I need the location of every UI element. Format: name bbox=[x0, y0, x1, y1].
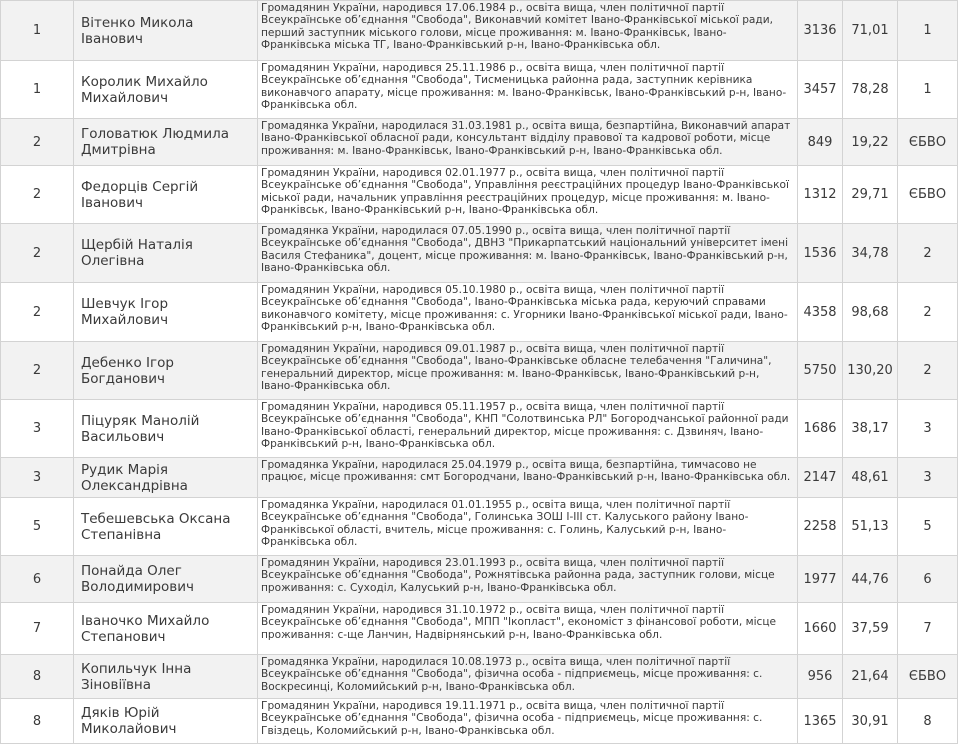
elected-district: 1 bbox=[898, 61, 958, 119]
candidate-bio: Громадянка України, народилася 10.08.1973 р., освіта вища, член політичної партії Всеукраїнське об’єднання "Свобода", фізична особа - підприємець, місце проживання: с. Воскресинці, Коломийський р-н, Івано-Франківська обл. bbox=[258, 655, 798, 699]
candidate-bio: Громадянин України, народився 17.06.1984 р., освіта вища, член політичної партії Всеукраїнське об’єднання "Свобода", Виконавчий комітет Івано-Франківської міської ради, перший заступник міського голови, місце проживання: м. Івано-Франківськ, Івано-Франківська міська ТГ, Івано-Франківський р-н, Івано-Франківська обл. bbox=[258, 1, 798, 61]
candidate-bio: Громадянин України, народився 23.01.1993 р., освіта вища, член політичної партії Всеукраїнське об’єднання "Свобода", Рожнятівська районна рада, заступник голови, місце проживання: с. Суходіл, Калуський р-н, Івано-Франківська обл. bbox=[258, 556, 798, 603]
votes-count: 2258 bbox=[798, 498, 843, 556]
votes-percent: 30,91 bbox=[843, 699, 898, 744]
district-number: 7 bbox=[1, 603, 74, 655]
elected-district: 3 bbox=[898, 400, 958, 458]
elected-district: ЄБВО bbox=[898, 655, 958, 699]
table-row bbox=[1, 458, 958, 498]
candidate-bio: Громадянин України, народився 02.01.1977 р., освіта вища, член політичної партії Всеукраїнське об’єднання "Свобода", Управління реєстраційних процедур Івано-Франківської міської ради, начальник управління реєстраційних процедур, місце проживання: м. Івано-Франківськ, Івано-Франківський р-н, Івано-Франківська обл. bbox=[258, 166, 798, 224]
elected-district: 2 bbox=[898, 224, 958, 283]
votes-percent: 38,17 bbox=[843, 400, 898, 458]
candidate-bio: Громадянка України, народилася 31.03.1981 р., освіта вища, безпартійна, Виконавчий апарат Івано-Франківської обласної ради, консультант відділу правової та кадрової роботи, місце проживання: м. Івано-Франківськ, Івано-Франківський р-н, Івано-Франківська обл. bbox=[258, 119, 798, 166]
elected-district: 2 bbox=[898, 342, 958, 400]
table-row bbox=[1, 655, 958, 699]
table-row bbox=[1, 166, 958, 224]
candidate-name: Вітенко Микола Іванович bbox=[74, 1, 258, 61]
candidate-name: Шевчук Ігор Михайлович bbox=[74, 283, 258, 342]
candidate-bio: Громадянка України, народилася 25.04.1979 р., освіта вища, безпартійна, тимчасово не працює, місце проживання: смт Богородчани, Івано-Франківський р-н, Івано-Франківська обл. bbox=[258, 458, 798, 498]
district-number: 8 bbox=[1, 699, 74, 744]
table-row bbox=[1, 61, 958, 119]
table-row bbox=[1, 119, 958, 166]
district-number: 3 bbox=[1, 458, 74, 498]
table-row bbox=[1, 699, 958, 744]
votes-count: 2147 bbox=[798, 458, 843, 498]
candidate-name: Федорців Сергій Іванович bbox=[74, 166, 258, 224]
candidate-name: Піцуряк Манолій Васильович bbox=[74, 400, 258, 458]
candidate-bio: Громадянин України, народився 05.10.1980 р., освіта вища, член політичної партії Всеукраїнське об’єднання "Свобода", Івано-Франківська міська рада, керуючий справами виконавчого комітету, місце проживання: с. Угорники Івано-Франківської міської ради, Івано-Франківський р-н, Івано-Франківська обл. bbox=[258, 283, 798, 342]
elected-district: 5 bbox=[898, 498, 958, 556]
elected-district: ЄБВО bbox=[898, 166, 958, 224]
district-number: 1 bbox=[1, 1, 74, 61]
votes-percent: 29,71 bbox=[843, 166, 898, 224]
votes-percent: 48,61 bbox=[843, 458, 898, 498]
votes-count: 1977 bbox=[798, 556, 843, 603]
votes-count: 1365 bbox=[798, 699, 843, 744]
table-row bbox=[1, 283, 958, 342]
district-number: 8 bbox=[1, 655, 74, 699]
votes-percent: 21,64 bbox=[843, 655, 898, 699]
district-number: 2 bbox=[1, 342, 74, 400]
candidate-name: Дебенко Ігор Богданович bbox=[74, 342, 258, 400]
votes-count: 3136 bbox=[798, 1, 843, 61]
candidate-name: Рудик Марія Олександрівна bbox=[74, 458, 258, 498]
votes-count: 4358 bbox=[798, 283, 843, 342]
elected-district: 8 bbox=[898, 699, 958, 744]
votes-count: 3457 bbox=[798, 61, 843, 119]
candidate-bio: Громадянин України, народився 09.01.1987 р., освіта вища, член політичної партії Всеукраїнське об’єднання "Свобода", Івано-Франківське обласне телебачення "Галичина", генеральний директор, місце проживання: м. Івано-Франківськ, Івано-Франківський р-н, Івано-Франківська обл. bbox=[258, 342, 798, 400]
elected-district: 7 bbox=[898, 603, 958, 655]
elected-district: 3 bbox=[898, 458, 958, 498]
table-row bbox=[1, 603, 958, 655]
elected-district: ЄБВО bbox=[898, 119, 958, 166]
votes-percent: 19,22 bbox=[843, 119, 898, 166]
candidate-name: Головатюк Людмила Дмитрівна bbox=[74, 119, 258, 166]
elected-district: 6 bbox=[898, 556, 958, 603]
votes-percent: 78,28 bbox=[843, 61, 898, 119]
table-row bbox=[1, 342, 958, 400]
votes-count: 1536 bbox=[798, 224, 843, 283]
table-row bbox=[1, 556, 958, 603]
votes-count: 5750 bbox=[798, 342, 843, 400]
table-row bbox=[1, 400, 958, 458]
votes-count: 956 bbox=[798, 655, 843, 699]
candidate-name: Понайда Олег Володимирович bbox=[74, 556, 258, 603]
candidate-name: Щербій Наталія Олегівна bbox=[74, 224, 258, 283]
votes-percent: 98,68 bbox=[843, 283, 898, 342]
votes-count: 1686 bbox=[798, 400, 843, 458]
votes-count: 849 bbox=[798, 119, 843, 166]
candidate-bio: Громадянка України, народилася 01.01.1955 р., освіта вища, член політичної партії Всеукраїнське об’єднання "Свобода", Голинська ЗОШ I-III ст. Калуського району Івано-Франківської області, вчитель, місце проживання: с. Голинь, Калуський р-н, Івано-Франківська обл. bbox=[258, 498, 798, 556]
district-number: 2 bbox=[1, 119, 74, 166]
votes-percent: 34,78 bbox=[843, 224, 898, 283]
district-number: 1 bbox=[1, 61, 74, 119]
candidate-name: Іваночко Михайло Степанович bbox=[74, 603, 258, 655]
candidate-name: Тебешевська Оксана Степанівна bbox=[74, 498, 258, 556]
votes-percent: 51,13 bbox=[843, 498, 898, 556]
table-row bbox=[1, 1, 958, 61]
candidate-bio: Громадянин України, народився 05.11.1957 р., освіта вища, член політичної партії Всеукраїнське об’єднання "Свобода", КНП "Солотвинська РЛ" Богородчанської районної ради Івано-Франківської області, генеральний директор, місце проживання: с. Дзвиняч, Івано-Франківський р-н, Івано-Франківська обл. bbox=[258, 400, 798, 458]
district-number: 2 bbox=[1, 224, 74, 283]
district-number: 2 bbox=[1, 166, 74, 224]
votes-percent: 71,01 bbox=[843, 1, 898, 61]
district-number: 2 bbox=[1, 283, 74, 342]
votes-count: 1312 bbox=[798, 166, 843, 224]
candidate-name: Копильчук Інна Зіновіївна bbox=[74, 655, 258, 699]
candidate-bio: Громадянин України, народився 19.11.1971 р., освіта вища, член політичної партії Всеукраїнське об’єднання "Свобода", фізична особа - підприємець, місце проживання: с. Гвіздець, Коломийський р-н, Івано-Франківська обл. bbox=[258, 699, 798, 744]
elected-district: 2 bbox=[898, 283, 958, 342]
votes-percent: 130,20 bbox=[843, 342, 898, 400]
votes-count: 1660 bbox=[798, 603, 843, 655]
candidate-bio: Громадянин України, народився 25.11.1986 р., освіта вища, член політичної партії Всеукраїнське об’єднання "Свобода", Тисменицька районна рада, заступник керівника виконавчого апарату, місце проживання: м. Івано-Франківськ, Івано-Франківський р-н, Івано-Франківська обл. bbox=[258, 61, 798, 119]
district-number: 3 bbox=[1, 400, 74, 458]
table-row bbox=[1, 498, 958, 556]
candidate-name: Королик Михайло Михайлович bbox=[74, 61, 258, 119]
elected-district: 1 bbox=[898, 1, 958, 61]
candidate-bio: Громадянин України, народився 31.10.1972 р., освіта вища, член політичної партії Всеукраїнське об’єднання "Свобода", МПП "Ікопласт", економіст з фінансової роботи, місце проживання: с-ще Ланчин, Надвірнянський р-н, Івано-Франківська обл. bbox=[258, 603, 798, 655]
table-row bbox=[1, 224, 958, 283]
district-number: 6 bbox=[1, 556, 74, 603]
district-number: 5 bbox=[1, 498, 74, 556]
candidate-name: Дяків Юрій Миколайович bbox=[74, 699, 258, 744]
candidate-bio: Громадянка України, народилася 07.05.1990 р., освіта вища, член політичної партії Всеукраїнське об’єднання "Свобода", ДВНЗ "Прикарпатський національний університет імені Василя Стефаника", доцент, місце проживання: м. Івано-Франківськ, Івано-Франківський р-н, Івано-Франківська обл. bbox=[258, 224, 798, 283]
votes-percent: 44,76 bbox=[843, 556, 898, 603]
votes-percent: 37,59 bbox=[843, 603, 898, 655]
